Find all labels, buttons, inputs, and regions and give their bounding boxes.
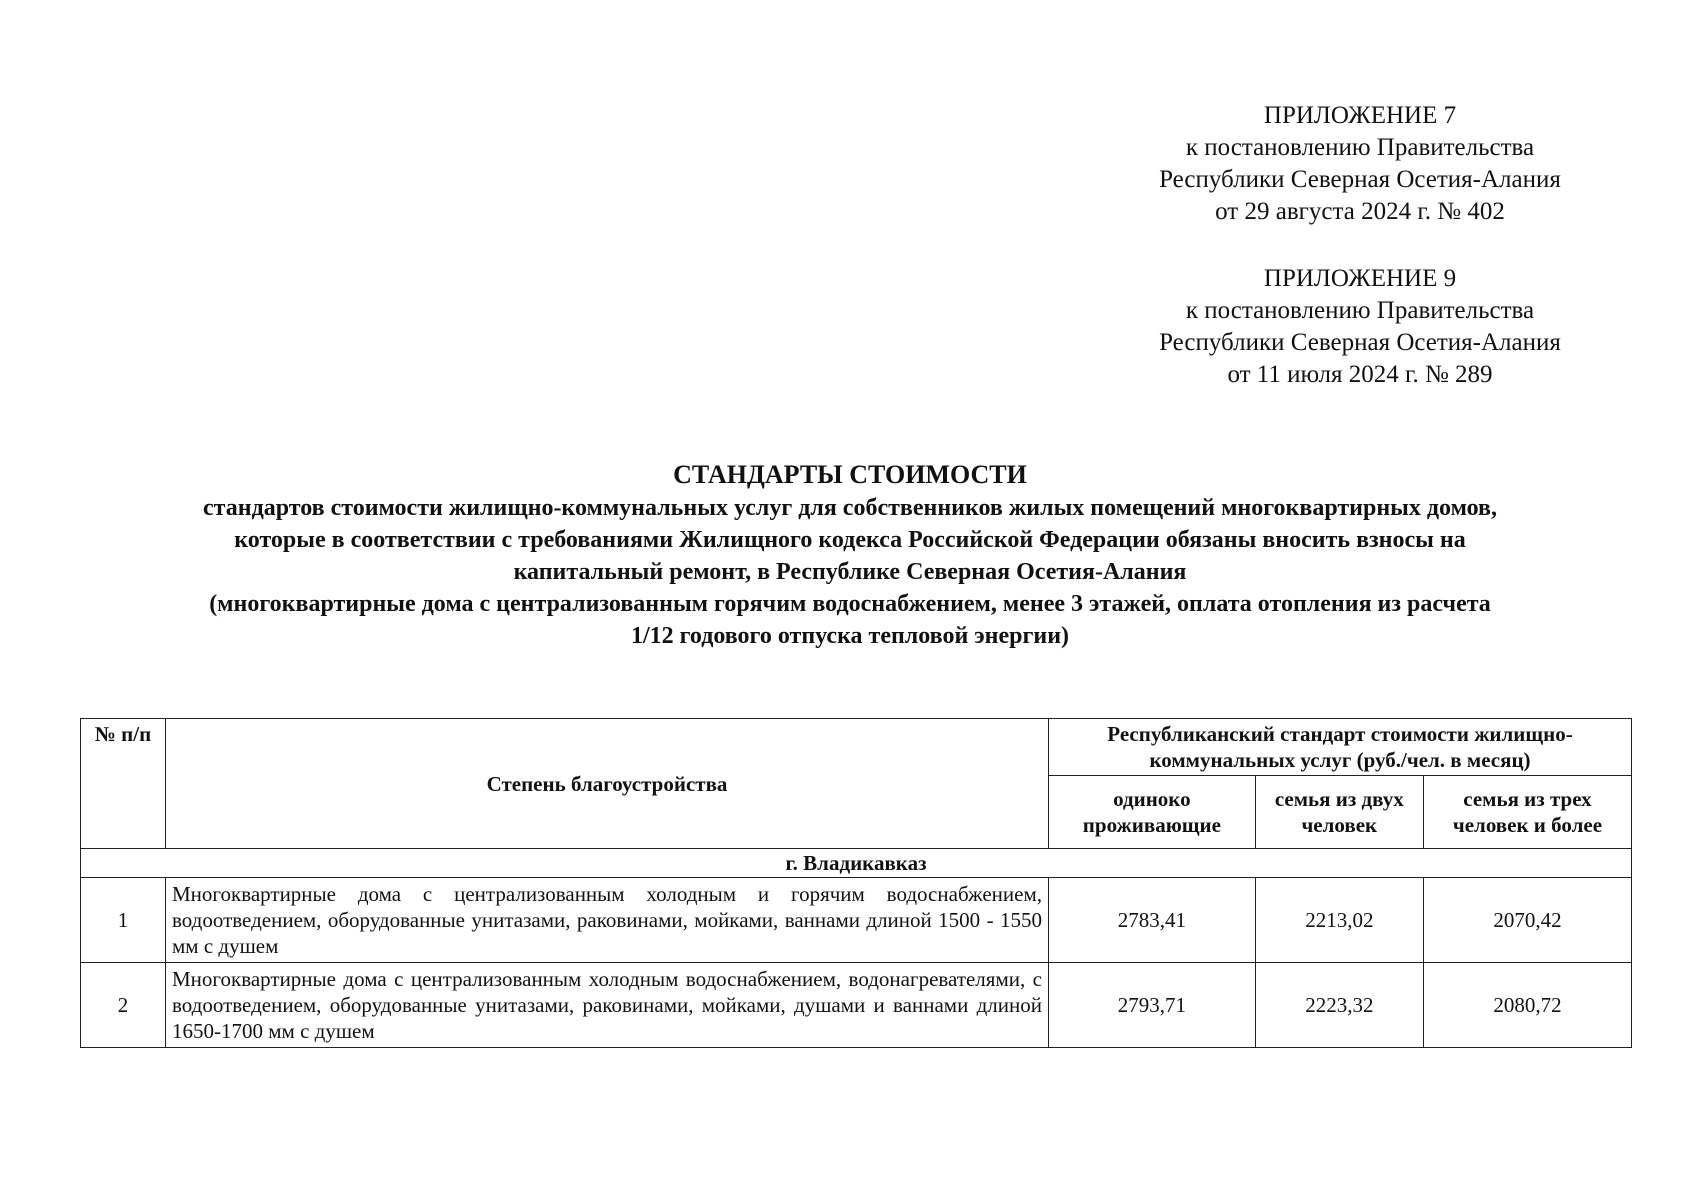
appendix-line: к постановлению Правительства	[1185, 134, 1535, 161]
row-family-two-value: 2223,32	[1255, 963, 1423, 1048]
document-subtitle-line: стандартов стоимости жилищно-коммунальных услуг для собственников жилых помещений многоквартирных домов,	[203, 495, 1497, 521]
appendix-date: от 11 июля 2024 г. № 289	[1227, 361, 1493, 388]
header-single: одиноко проживающие	[1049, 776, 1256, 849]
row-number: 1	[81, 878, 166, 963]
document-subtitle-line: которые в соответствии с требованиями Жилищного кодекса Российской Федерации обязаны вносить взносы на	[234, 527, 1466, 553]
appendix-line: Республики Северная Осетия-Алания	[1159, 329, 1561, 356]
document-subtitle-line: капитальный ремонт, в Республике Северная Осетия-Алания	[513, 559, 1187, 585]
header-family-two: семья из двух человек	[1255, 776, 1423, 849]
header-standard: Республиканский стандарт стоимости жилищно-коммунальных услуг (руб./чел. в месяц)	[1049, 719, 1632, 776]
row-single-value: 2793,71	[1049, 963, 1256, 1048]
appendix-7-header	[1130, 100, 1590, 228]
row-description: Многоквартирные дома с централизованным холодным водоснабжением, водонагревателями, с водоотведением, оборудованные унитазами, раковинами, мойками, душами и ваннами длиной 1650-1700 мм с душем	[166, 963, 1049, 1048]
row-single-value: 2783,41	[1049, 878, 1256, 963]
header-degree: Степень благоустройства	[166, 719, 1049, 849]
appendix-date: от 29 августа 2024 г. № 402	[1215, 198, 1505, 225]
header-family-three: семья из трех человек и более	[1423, 776, 1631, 849]
city-name: г. Владикавказ	[81, 849, 1632, 878]
row-family-two-value: 2213,02	[1255, 878, 1423, 963]
appendix-line: Республики Северная Осетия-Алания	[1159, 166, 1561, 193]
appendix-line: к постановлению Правительства	[1185, 297, 1535, 324]
header-number: № п/п	[81, 719, 166, 849]
document-subtitle-line: (многоквартирные дома с централизованным горячим водоснабжением, менее 3 этажей, оплата отопления из расчета	[209, 591, 1491, 617]
row-family-three-value: 2070,42	[1423, 878, 1631, 963]
row-description: Многоквартирные дома с централизованным холодным и горячим водоснабжением, водоотведением, оборудованные унитазами, раковинами, мойками, ваннами длиной 1500 - 1550 мм с душем	[166, 878, 1049, 963]
appendix-title: ПРИЛОЖЕНИЕ 7	[1263, 102, 1457, 129]
row-number: 2	[81, 963, 166, 1048]
table-header-row	[81, 719, 1632, 776]
table-row	[81, 878, 1632, 963]
standards-table	[80, 718, 1632, 1048]
table-city-row	[81, 849, 1632, 878]
appendix-title: ПРИЛОЖЕНИЕ 9	[1263, 265, 1457, 292]
appendix-9-header	[1130, 263, 1590, 391]
table-row	[81, 963, 1632, 1048]
document-title-block	[80, 458, 1620, 652]
document-subtitle-line: 1/12 годового отпуска тепловой энергии)	[630, 623, 1070, 649]
document-title: СТАНДАРТЫ СТОИМОСТИ	[673, 460, 1027, 489]
row-family-three-value: 2080,72	[1423, 963, 1631, 1048]
